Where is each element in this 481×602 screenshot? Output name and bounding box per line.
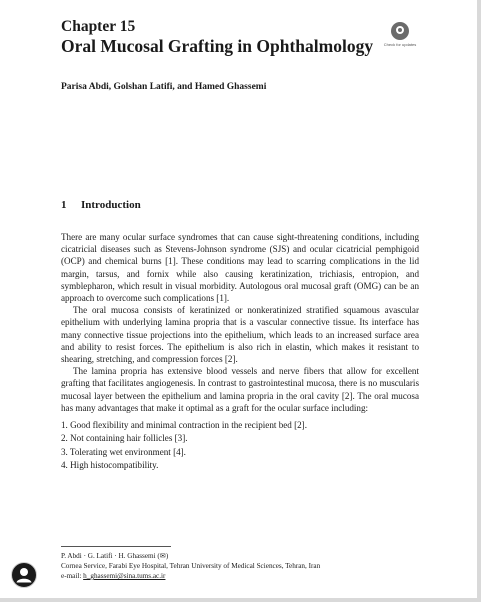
user-avatar-icon[interactable] xyxy=(11,562,37,588)
list-item: 1. Good flexibility and minimal contraction in the recipient bed [2]. xyxy=(61,420,307,431)
paragraph: There are many ocular surface syndromes that can cause sight-threatening conditions, including cicatricial diseases such as Stevens-Johnson syndrome (SJS) and ocular cicatricial pemphigoid (OCP) and chemical burns [1]. These conditions may lead to scarring complications in the lid margin, tarsus, and fornix while also causing keratinization, trichiasis, entropion, and symblepharon, which result in visual morbidity. Autologous oral mucosal graft (OMG) can be an approach to overcome such complications [1]. xyxy=(61,232,419,304)
email-label: e-mail: xyxy=(61,572,84,580)
footnote-names: P. Abdi · G. Latifi · H. Ghassemi (✉) xyxy=(61,552,169,560)
list-item: 2. Not containing hair follicles [3]. xyxy=(61,433,188,444)
paragraph: The oral mucosa consists of keratinized or nonkeratinized stratified squamous avascular epithelium with underlying lamina propria that is a vascular connective tissue. Its interface has many connective tissue projections into the epithelium, which leads to an increased surface area and ability to resist forces. The epithelium is also rich in elastin, which makes it resistant to shearing, stretching, and compression forces [2]. xyxy=(61,305,419,365)
crossmark-icon xyxy=(391,22,409,40)
badge-text: Check for updates xyxy=(383,42,417,47)
footnote-email-line xyxy=(61,571,421,581)
chapter-title: Oral Mucosal Grafting in Ophthalmology xyxy=(61,36,374,56)
footnote-affiliation: Cornea Service, Farabi Eye Hospital, Tehran University of Medical Sciences, Tehran, Iran xyxy=(61,562,321,570)
advantages-list xyxy=(61,419,419,471)
list-item: 3. Tolerating wet environment [4]. xyxy=(61,446,186,457)
body-text xyxy=(61,231,419,472)
author-footnote xyxy=(61,551,421,581)
paragraph: The lamina propria has extensive blood vessels and nerve fibers that allow for excellent grafting that facilitates angiogenesis. In contrast to gastrointestinal mucosa, there is no muscularis mucosal layer between the epithelium and lamina propria in the oral cavity [2]. The oral mucosa has many advantages that make it optimal as a graft for the ocular surface including: xyxy=(61,366,419,413)
page-edge-bottom xyxy=(0,598,481,602)
author-list: Parisa Abdi, Golshan Latifi, and Hamed Ghassemi xyxy=(61,82,267,92)
page-edge-right xyxy=(477,0,481,602)
check-for-updates-badge[interactable] xyxy=(385,22,415,56)
email-link[interactable]: h_ghassemi@sina.tums.ac.ir xyxy=(83,572,166,580)
section-number: 1 xyxy=(61,199,67,211)
section-title: Introduction xyxy=(81,199,141,211)
footnote-divider xyxy=(61,546,171,547)
list-item: 4. High histocompatibility. xyxy=(61,459,159,470)
chapter-label: Chapter 15 xyxy=(61,18,136,35)
section-heading xyxy=(61,199,141,211)
